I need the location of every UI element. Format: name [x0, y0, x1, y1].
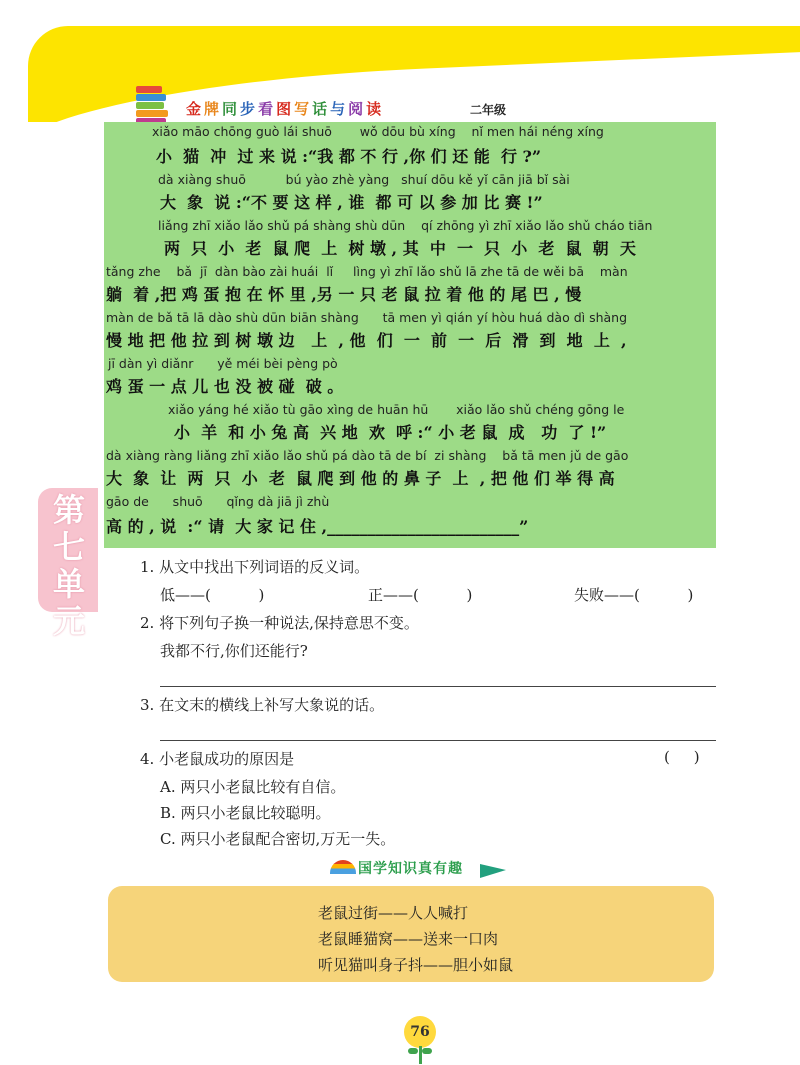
- pinyin-line: xiǎo māo chōng guò lái shuō wǒ dōu bù xíng nǐ men hái néng xíng: [152, 124, 604, 139]
- answer-blank[interactable]: ( ): [664, 748, 700, 766]
- series-title-char: 阅: [348, 100, 367, 118]
- text-line: 两 只 小 老 鼠 爬 上 树 墩 , 其 中 一 只 小 老 鼠 朝 天: [164, 239, 636, 258]
- reading-passage: [104, 122, 716, 548]
- series-title-char: 同: [222, 100, 241, 118]
- option-a[interactable]: A. 两只小老鼠比较有自信。: [160, 778, 346, 796]
- pinyin-line: xiǎo yáng hé xiǎo tù gāo xìng de huān hū xiǎo lǎo shǔ chéng gōng le: [168, 402, 625, 417]
- idiom-line: 老鼠过街——人人喊打: [318, 904, 469, 922]
- series-title-char: 步: [240, 100, 259, 118]
- text-line: 大 象 让 两 只 小 老 鼠 爬 到 他 的 鼻 子 上 , 把 他 们 举 得 高: [106, 469, 615, 488]
- series-title-char: 图: [276, 100, 295, 118]
- text-line: 小 猫 冲 过 来 说 :“我 都 不 行 ,你 们 还 能 行 ?”: [156, 147, 542, 166]
- books-icon: [136, 86, 170, 124]
- grade-label: 二年级: [470, 103, 507, 117]
- pinyin-line: màn de bǎ tā lā dào shù dūn biān shàng tā men yì qián yí hòu huá dào dì shàng: [106, 310, 628, 325]
- unit-tab-label: 第七单元: [52, 491, 85, 640]
- pinyin-line: jī dàn yì diǎnr yě méi bèi pèng pò: [108, 356, 338, 371]
- question-1: 1. 从文中找出下列词语的反义词。: [140, 558, 370, 576]
- leaf-icon: [422, 1048, 432, 1054]
- question-2-sentence: 我都不行,你们还能行?: [160, 642, 308, 660]
- answer-line[interactable]: [160, 686, 716, 687]
- fun-section-header: [330, 856, 510, 884]
- leaf-icon: [408, 1048, 418, 1054]
- series-title-char: 话: [312, 100, 331, 118]
- question-2: 2. 将下列句子换一种说法,保持意思不变。: [140, 614, 419, 632]
- text-line: 小 羊 和 小 兔 高 兴 地 欢 呼 :“ 小 老 鼠 成 功 了 !”: [174, 423, 607, 442]
- series-title-char: 看: [258, 100, 277, 118]
- text-line: 鸡 蛋 一 点 儿 也 没 被 碰 破 。: [106, 377, 344, 396]
- fun-section-title: 国学知识真有趣: [358, 861, 463, 877]
- text-line: 大 象 说 :“不 要 这 样 , 谁 都 可 以 参 加 比 赛 !”: [160, 193, 543, 212]
- answer-line[interactable]: [160, 740, 716, 741]
- text-line: 慢 地 把 他 拉 到 树 墩 边 上 , 他 们 一 前 一 后 滑 到 地 上 ,: [106, 331, 627, 350]
- option-b[interactable]: B. 两只小老鼠比较聪明。: [160, 804, 331, 822]
- series-title-char: 金: [186, 100, 205, 118]
- series-title-char: 读: [366, 100, 385, 118]
- text-line: 躺 着 ,把 鸡 蛋 抱 在 怀 里 ,另 一 只 老 鼠 拉 着 他 的 尾 巴 , 慢: [106, 285, 582, 304]
- question-4: 4. 小老鼠成功的原因是: [140, 750, 295, 768]
- answer-blank[interactable]: 失败——( ): [574, 586, 694, 604]
- paper-plane-icon: [480, 864, 506, 878]
- pinyin-line: dà xiàng ràng liǎng zhī xiǎo lǎo shǔ pá dào tā de bí zi shàng bǎ tā men jǔ de gāo: [106, 448, 629, 463]
- series-title-char: 牌: [204, 100, 223, 118]
- answer-blank[interactable]: 低——( ): [160, 586, 265, 604]
- page-number: 76: [404, 1016, 436, 1048]
- option-c[interactable]: C. 两只小老鼠配合密切,万无一失。: [160, 830, 396, 848]
- pinyin-line: gāo de shuō qǐng dà jiā jì zhù: [106, 494, 330, 509]
- question-3: 3. 在文末的横线上补写大象说的话。: [140, 696, 385, 714]
- series-title: [186, 98, 384, 119]
- series-title-char: 写: [294, 100, 313, 118]
- pinyin-line: tǎng zhe bǎ jī dàn bào zài huái lǐ lìng yì zhī lǎo shǔ lā zhe tā de wěi bā màn: [106, 264, 628, 279]
- text-line: 高 的 , 说 :“ 请 大 家 记 住 ,________________________”: [106, 517, 529, 536]
- idiom-line: 老鼠睡猫窝——送来一口肉: [318, 930, 499, 948]
- unit-tab: [38, 488, 98, 640]
- rainbow-icon: [330, 860, 356, 874]
- answer-blank[interactable]: 正——( ): [368, 586, 473, 604]
- pinyin-line: dà xiàng shuō bú yào zhè yàng shuí dōu kě yǐ cān jiā bǐ sài: [158, 172, 570, 187]
- pinyin-line: liǎng zhī xiǎo lǎo shǔ pá shàng shù dūn qí zhōng yì zhī xiǎo lǎo shǔ cháo tiān: [158, 218, 653, 233]
- idiom-line: 听见猫叫身子抖——胆小如鼠: [318, 956, 514, 974]
- series-title-char: 与: [330, 100, 349, 118]
